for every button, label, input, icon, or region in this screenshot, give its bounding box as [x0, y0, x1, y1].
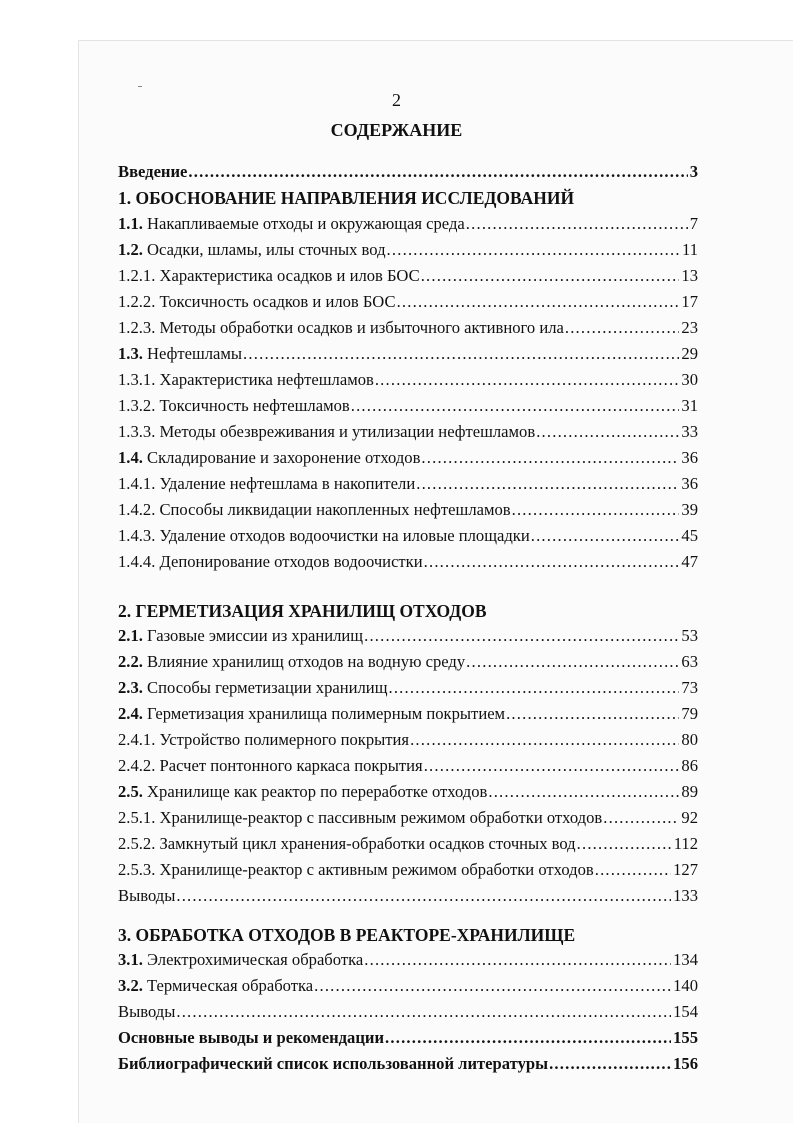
toc-entry-page: 7 [689, 214, 698, 233]
dot-leader [603, 806, 679, 830]
toc-entry [118, 446, 698, 470]
toc-entry-label: 1.3.3. Методы обезвреживания и утилизации нефтешламов [118, 422, 536, 441]
dot-leader [531, 524, 680, 548]
toc-entry-label: Накапливаемые отходы и окружающая среда [147, 214, 465, 233]
toc-entry-label: 1.2.2. Токсичность осадков и илов БОС [118, 292, 396, 311]
toc-entry-label: Осадки, шламы, илы сточных вод [147, 240, 386, 259]
toc-entry-page: 154 [673, 1002, 698, 1021]
dot-leader [397, 290, 680, 314]
toc-entry-page: 53 [681, 626, 698, 645]
page-number: 2 [392, 90, 401, 110]
toc-entry-page: 47 [681, 552, 698, 571]
dot-leader [512, 498, 680, 522]
toc-entry-number: 3.2. [118, 976, 143, 995]
dot-leader [506, 702, 679, 726]
toc-entry-page: 89 [681, 782, 698, 801]
toc-entry [118, 806, 698, 830]
toc-entry-page: 133 [673, 886, 698, 905]
toc-entry-label: 1.2.1. Характеристика осадков и илов БОС [118, 266, 420, 285]
toc-entry-label: 2.4.2. Расчет понтонного каркаса покрытия [118, 756, 423, 775]
toc-entry [118, 368, 698, 392]
dot-leader [466, 212, 688, 236]
toc-entry-number: 1.1. [118, 214, 143, 233]
toc-entry [118, 884, 698, 908]
dot-leader [424, 754, 680, 778]
dot-leader [421, 264, 680, 288]
dot-leader [577, 832, 672, 856]
toc-entry-page: 92 [681, 808, 698, 827]
dot-leader [416, 472, 679, 496]
toc-entry-page: 156 [673, 1054, 698, 1073]
dot-leader [565, 316, 680, 340]
toc-entry-label: Хранилище как реактор по переработке отходов [147, 782, 488, 801]
toc-entry-number: 2.3. [118, 678, 143, 697]
toc-entry-label: 1.2.3. Методы обработки осадков и избыточного активного ила [118, 318, 564, 337]
toc-entry [118, 498, 698, 522]
scan-speck [138, 86, 142, 87]
toc-entry-page: 45 [681, 526, 698, 545]
toc-entry-number: 2.1. [118, 626, 143, 645]
toc-entry-page: 127 [673, 860, 698, 879]
dot-leader [466, 650, 679, 674]
toc-entry [118, 290, 698, 314]
toc-entry-page: 31 [681, 396, 698, 415]
toc-entry-page: 36 [681, 448, 698, 467]
toc-entry-label: Библиографический список использованной литературы [118, 1054, 549, 1073]
toc-entry-label: Введение [118, 162, 188, 181]
toc-entry-label: Выводы [118, 1002, 176, 1021]
toc-entry-page: 30 [681, 370, 698, 389]
toc-entry-page: 23 [681, 318, 698, 337]
dot-leader [364, 948, 671, 972]
dot-leader [410, 728, 679, 752]
dot-leader [424, 550, 680, 574]
toc-entry [118, 948, 698, 972]
section-heading-1: 1. ОБОСНОВАНИЕ НАПРАВЛЕНИЯ ИССЛЕДОВАНИЙ [118, 188, 575, 208]
dot-leader [488, 780, 679, 804]
toc-entry-label: 1.3.1. Характеристика нефтешламов [118, 370, 374, 389]
toc-entry [118, 212, 698, 236]
toc-entry [118, 472, 698, 496]
toc-entry-bibliography [118, 1052, 698, 1076]
section-heading-2: 2. ГЕРМЕТИЗАЦИЯ ХРАНИЛИЩ ОТХОДОВ [118, 601, 487, 621]
toc-entry [118, 264, 698, 288]
toc-entry-label: Электрохимическая обработка [147, 950, 364, 969]
dot-leader [385, 1026, 671, 1050]
toc-entry [118, 728, 698, 752]
dot-leader [421, 446, 679, 470]
toc-entry [118, 624, 698, 648]
toc-entry-page: 63 [681, 652, 698, 671]
toc-entry-number: 2.4. [118, 704, 143, 723]
toc-entry-label: Выводы [118, 886, 176, 905]
toc-entry-page: 86 [681, 756, 698, 775]
toc-entry-page: 13 [681, 266, 698, 285]
dot-leader [387, 238, 680, 262]
toc-entry-number: 2.5. [118, 782, 143, 801]
dot-leader [549, 1052, 671, 1076]
toc-entry-number: 1.2. [118, 240, 143, 259]
toc-entry-page: 140 [673, 976, 698, 995]
toc-entry-number: 1.3. [118, 344, 143, 363]
toc-entry-label: 2.4.1. Устройство полимерного покрытия [118, 730, 410, 749]
toc-entry-label: Герметизация хранилища полимерным покрытием [147, 704, 506, 723]
toc-entry-page: 39 [681, 500, 698, 519]
toc-entry [118, 974, 698, 998]
toc-entry-label: 2.5.2. Замкнутый цикл хранения-обработки осадков сточных вод [118, 834, 576, 853]
toc-entry-intro [118, 160, 698, 184]
toc-entry-label: Складирование и захоронение отходов [147, 448, 421, 467]
toc-entry-label: Влияние хранилищ отходов на водную среду [147, 652, 466, 671]
toc-entry-label: Термическая обработка [147, 976, 314, 995]
dot-leader [351, 394, 680, 418]
dot-leader [595, 858, 671, 882]
toc-entry-label: Способы герметизации хранилищ [147, 678, 388, 697]
toc-entry [118, 702, 698, 726]
toc-entry-page: 79 [681, 704, 698, 723]
toc-entry [118, 342, 698, 366]
toc-entry-number: 2.2. [118, 652, 143, 671]
toc-entry-page: 80 [681, 730, 698, 749]
dot-leader [375, 368, 680, 392]
toc-entry [118, 650, 698, 674]
toc-entry-page: 134 [673, 950, 698, 969]
toc-title: СОДЕРЖАНИЕ [330, 120, 463, 140]
dot-leader [188, 160, 687, 184]
toc-entry-number: 3.1. [118, 950, 143, 969]
toc-entry-page: 155 [673, 1028, 698, 1047]
toc-entry [118, 1000, 698, 1024]
section-heading-3: 3. ОБРАБОТКА ОТХОДОВ В РЕАКТОРЕ-ХРАНИЛИЩЕ [118, 925, 576, 945]
toc-entry [118, 550, 698, 574]
toc-entry [118, 858, 698, 882]
toc-entry-label: 1.3.2. Токсичность нефтешламов [118, 396, 350, 415]
toc-entry [118, 394, 698, 418]
toc-entry-page: 29 [681, 344, 698, 363]
toc-entry-number: 1.4. [118, 448, 143, 467]
dot-leader [364, 624, 679, 648]
dot-leader [176, 884, 671, 908]
toc-entry-page: 36 [681, 474, 698, 493]
toc-entry-label: 2.5.1. Хранилище-реактор с пассивным режимом обработки отходов [118, 808, 603, 827]
toc-entry-label: 1.4.1. Удаление нефтешлама в накопители [118, 474, 416, 493]
toc-entry-page: 17 [681, 292, 698, 311]
toc-entry [118, 316, 698, 340]
toc-entry [118, 832, 698, 856]
dot-leader [314, 974, 671, 998]
toc-entry [118, 524, 698, 548]
toc-entry-page: 73 [681, 678, 698, 697]
dot-leader [388, 676, 679, 700]
toc-entry [118, 754, 698, 778]
toc-entry-label: 1.4.2. Способы ликвидации накопленных нефтешламов [118, 500, 511, 519]
toc-entry-label: Нефтешламы [147, 344, 243, 363]
toc-entry [118, 238, 698, 262]
toc-entry-page: 3 [689, 162, 698, 181]
toc-entry [118, 780, 698, 804]
toc-entry [118, 420, 698, 444]
toc-entry-page: 112 [673, 834, 698, 853]
toc-entry-label: 2.5.3. Хранилище-реактор с активным режимом обработки отходов [118, 860, 594, 879]
toc-entry-page: 33 [681, 422, 698, 441]
toc-entry-label: Основные выводы и рекомендации [118, 1028, 385, 1047]
toc-entry-label: 1.4.4. Депонирование отходов водоочистки [118, 552, 423, 571]
toc-entry [118, 676, 698, 700]
toc-entry-conclusions [118, 1026, 698, 1050]
toc-entry-page: 11 [682, 240, 698, 259]
dot-leader [536, 420, 679, 444]
toc-entry-label: 1.4.3. Удаление отходов водоочистки на иловые площадки [118, 526, 530, 545]
dot-leader [243, 342, 679, 366]
dot-leader [176, 1000, 671, 1024]
toc-entry-label: Газовые эмиссии из хранилищ [147, 626, 364, 645]
